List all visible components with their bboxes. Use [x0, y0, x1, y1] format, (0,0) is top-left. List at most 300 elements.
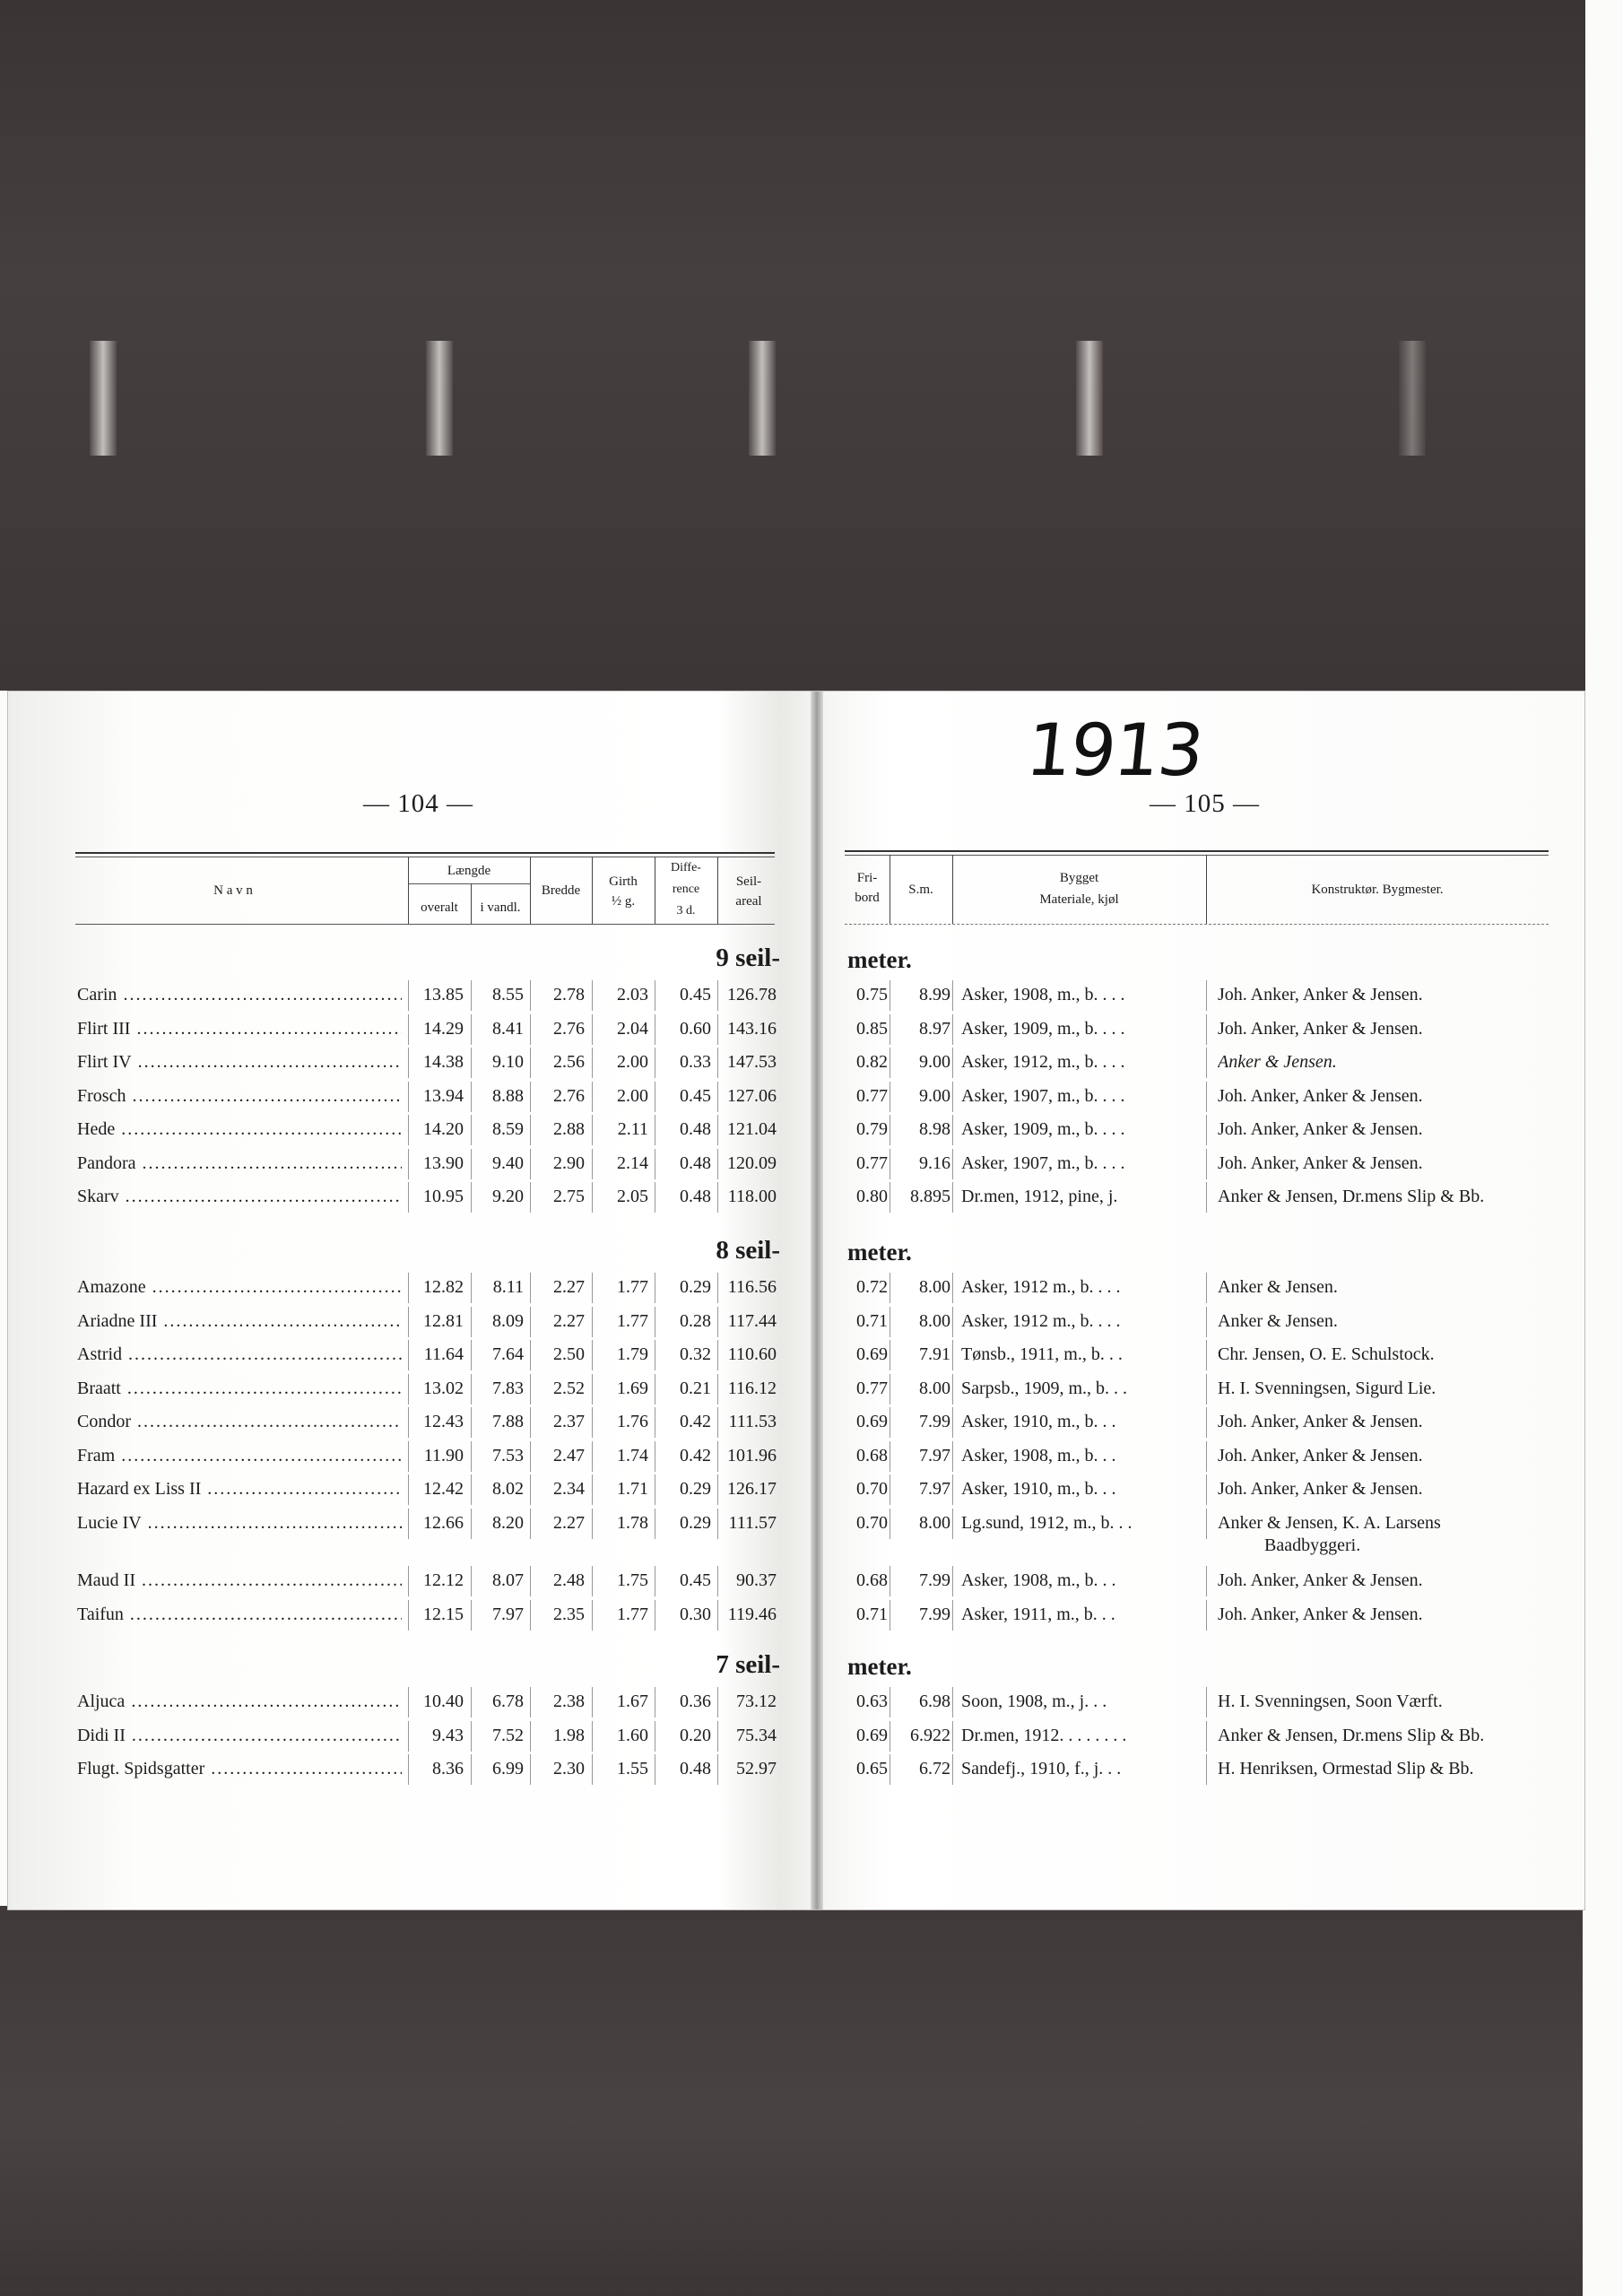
cell-vandl: 8.02	[492, 1479, 524, 1499]
cell-konstruktor: Joh. Anker, Anker & Jensen.	[1218, 1412, 1423, 1431]
cell-divider	[717, 1014, 718, 1045]
cell-divider	[592, 1340, 593, 1370]
cell-divider	[530, 1721, 531, 1752]
cell-diff: 0.36	[680, 1692, 711, 1711]
yacht-name: Taifun .....	[77, 1604, 402, 1625]
cell-bredde: 2.76	[553, 1018, 585, 1039]
cell-divider	[952, 1509, 953, 1539]
cell-divider	[530, 1273, 531, 1303]
yacht-name: Skarv .....	[77, 1186, 402, 1207]
cell-divider	[1206, 1115, 1207, 1145]
cell-divider	[530, 1566, 531, 1596]
cell-divider	[408, 1374, 409, 1405]
cell-girth: 1.79	[617, 1344, 648, 1364]
cell-overalt: 11.64	[423, 1344, 464, 1364]
cell-vandl: 8.20	[492, 1512, 524, 1533]
cell-diff: 0.42	[680, 1445, 711, 1465]
cell-divider	[1206, 1273, 1207, 1303]
cell-bygget: Asker, 1912 m., b. . . .	[961, 1277, 1121, 1297]
yacht-name: Braatt .....	[77, 1378, 402, 1399]
cell-divider	[952, 1474, 953, 1505]
cell-diff: 0.45	[680, 1570, 711, 1590]
section-label-right: meter.	[847, 946, 912, 973]
cell-sm: 9.00	[919, 1085, 950, 1106]
cell-divider	[471, 1014, 472, 1045]
cell-sm: 8.00	[919, 1512, 950, 1533]
cell-overalt: 14.20	[423, 1119, 464, 1139]
cell-areal: 75.34	[736, 1725, 777, 1745]
yacht-name: Hede .....	[77, 1118, 402, 1140]
cell-bygget: Asker, 1908, m., b. . .	[961, 1570, 1116, 1590]
cell-konstruktor: Anker & Jensen, Dr.mens Slip & Bb.	[1218, 1725, 1485, 1745]
cell-vandl: 9.10	[492, 1052, 524, 1072]
cell-vandl: 7.53	[492, 1445, 524, 1465]
header-top-rule-right-inner	[845, 855, 1549, 856]
cell-divider	[530, 1374, 531, 1405]
header-bredde: Bredde	[541, 883, 581, 898]
cell-areal: 117.44	[727, 1310, 777, 1331]
cell-divider	[1206, 1182, 1207, 1213]
cell-diff: 0.21	[680, 1378, 711, 1398]
cell-divider	[471, 1754, 472, 1785]
cell-areal: 110.60	[727, 1344, 777, 1364]
cell-areal: 111.53	[728, 1412, 777, 1431]
yacht-name: Carin .....	[77, 984, 402, 1005]
header-girth-sub: ½ g.	[611, 894, 636, 909]
cell-bygget: Asker, 1910, m., b. . .	[961, 1479, 1116, 1499]
cell-divider	[592, 1687, 593, 1718]
cell-divider	[471, 1721, 472, 1752]
cell-divider	[952, 980, 953, 1011]
cell-areal: 118.00	[727, 1187, 777, 1206]
light-streak	[1399, 341, 1426, 456]
cell-vandl: 8.09	[492, 1310, 524, 1331]
cell-fribord: 0.77	[856, 1152, 888, 1173]
cell-konstruktor: Joh. Anker, Anker & Jensen.	[1218, 1570, 1423, 1590]
cell-areal: 120.09	[727, 1152, 777, 1173]
cell-konstruktor: Joh. Anker, Anker & Jensen.	[1218, 1479, 1423, 1499]
cell-konstruktor: Anker & Jensen.	[1218, 1052, 1337, 1072]
cell-overalt: 12.42	[423, 1479, 464, 1499]
cell-konstruktor: Joh. Anker, Anker & Jensen.	[1218, 1445, 1423, 1465]
cell-girth: 2.03	[617, 985, 648, 1004]
cell-fribord: 0.71	[856, 1310, 888, 1331]
cell-divider	[408, 1149, 409, 1179]
header-laengde: Længde	[447, 864, 491, 878]
cell-sm: 9.00	[919, 1052, 950, 1072]
cell-bygget: Asker, 1912, m., b. . . .	[961, 1052, 1125, 1072]
cell-konstruktor: Anker & Jensen.	[1218, 1277, 1338, 1297]
cell-fribord: 0.72	[856, 1277, 888, 1297]
cell-divider	[717, 1307, 718, 1337]
cell-areal: 121.04	[727, 1119, 777, 1139]
col-divider	[952, 855, 953, 924]
cell-areal: 126.17	[727, 1479, 777, 1499]
cell-divider	[592, 1407, 593, 1438]
cell-girth: 1.71	[617, 1479, 648, 1499]
cell-vandl: 9.20	[492, 1187, 524, 1206]
cell-vandl: 8.59	[492, 1119, 524, 1139]
cell-divider	[592, 980, 593, 1011]
cell-girth: 2.14	[617, 1152, 648, 1173]
cell-divider	[471, 1115, 472, 1145]
header-girth: Girth	[609, 874, 638, 889]
cell-divider	[408, 1048, 409, 1078]
cell-divider	[471, 1474, 472, 1505]
yacht-name: Flirt III .....	[77, 1018, 402, 1039]
cell-divider	[530, 1600, 531, 1631]
cell-areal: 126.78	[727, 985, 777, 1004]
cell-divider	[717, 1374, 718, 1405]
cell-vandl: 8.07	[492, 1570, 524, 1590]
cell-divider	[592, 1754, 593, 1785]
col-divider	[717, 857, 718, 924]
cell-bredde: 2.35	[553, 1604, 585, 1624]
cell-sm: 7.99	[919, 1604, 950, 1624]
cell-divider	[1206, 1082, 1207, 1112]
left-page-number: — 104 —	[363, 789, 473, 818]
cell-divider	[530, 1407, 531, 1438]
cell-diff: 0.20	[680, 1725, 711, 1745]
cell-divider	[592, 1115, 593, 1145]
cell-konstruktor: H. I. Svenningsen, Sigurd Lie.	[1218, 1378, 1436, 1398]
cell-girth: 1.77	[617, 1310, 648, 1331]
cell-divider	[592, 1048, 593, 1078]
cell-divider	[952, 1340, 953, 1370]
cell-divider	[592, 1182, 593, 1213]
cell-divider	[408, 1474, 409, 1505]
cell-bygget: Asker, 1908, m., b. . .	[961, 1445, 1116, 1465]
cell-bygget: Lg.sund, 1912, m., b. . .	[961, 1512, 1133, 1533]
cell-girth: 2.00	[617, 1052, 648, 1072]
cell-divider	[530, 1441, 531, 1472]
cell-divider	[717, 1149, 718, 1179]
cell-sm: 8.99	[919, 985, 950, 1004]
cell-diff: 0.48	[680, 1759, 711, 1779]
cell-areal: 90.37	[736, 1570, 777, 1590]
cell-divider	[530, 1048, 531, 1078]
cell-divider	[952, 1687, 953, 1718]
cell-divider	[952, 1273, 953, 1303]
cell-overalt: 11.90	[423, 1445, 464, 1465]
cell-divider	[1206, 1374, 1207, 1405]
cell-bredde: 2.75	[553, 1187, 585, 1206]
cell-bygget: Dr.men, 1912, pine, j.	[961, 1187, 1118, 1206]
cell-divider	[530, 1082, 531, 1112]
cell-sm: 6.98	[919, 1692, 950, 1711]
cell-divider	[530, 1149, 531, 1179]
cell-vandl: 7.83	[492, 1378, 524, 1398]
cell-divider	[408, 1600, 409, 1631]
cell-divider	[530, 1014, 531, 1045]
cell-bygget: Asker, 1909, m., b. . . .	[961, 1018, 1125, 1039]
cell-girth: 1.55	[617, 1759, 648, 1779]
cell-divider	[408, 1014, 409, 1045]
cell-divider	[471, 1340, 472, 1370]
header-fribord-2: bord	[855, 891, 880, 905]
light-streak	[1076, 341, 1103, 456]
cell-divider	[408, 1441, 409, 1472]
cell-fribord: 0.70	[856, 1479, 888, 1499]
cell-overalt: 13.85	[423, 985, 464, 1004]
cell-divider	[952, 1048, 953, 1078]
cell-sm: 8.895	[910, 1187, 950, 1206]
cell-divider	[471, 1407, 472, 1438]
cell-divider	[717, 1721, 718, 1752]
yacht-name: Flugt. Spidsgatter .....	[77, 1758, 402, 1779]
cell-overalt: 13.02	[423, 1378, 464, 1398]
cell-sm: 7.97	[919, 1445, 950, 1465]
cell-sm: 8.00	[919, 1277, 950, 1297]
yacht-name: Amazone .....	[77, 1276, 402, 1298]
light-streak	[426, 341, 453, 456]
cell-girth: 2.00	[617, 1085, 648, 1106]
header-areal: areal	[735, 894, 762, 909]
cell-konstruktor: Chr. Jensen, O. E. Schulstock.	[1218, 1344, 1435, 1364]
cell-divider	[530, 1307, 531, 1337]
cell-divider	[592, 1273, 593, 1303]
cell-divider	[717, 1687, 718, 1718]
cell-divider	[592, 1149, 593, 1179]
cell-sm: 6.72	[919, 1759, 950, 1779]
light-streak	[749, 341, 776, 456]
cell-divider	[471, 1307, 472, 1337]
cell-bygget: Asker, 1908, m., b. . . .	[961, 985, 1125, 1004]
cell-divider	[717, 980, 718, 1011]
cell-divider	[717, 1340, 718, 1370]
cell-overalt: 10.40	[423, 1692, 464, 1711]
cell-divider	[471, 1566, 472, 1596]
cell-divider	[408, 1307, 409, 1337]
header-konstruktor: Konstruktør. Bygmester.	[1311, 883, 1444, 897]
cell-divider	[717, 1082, 718, 1112]
cell-girth: 1.75	[617, 1570, 648, 1590]
cell-overalt: 14.29	[423, 1018, 464, 1039]
cell-divider	[408, 1340, 409, 1370]
cell-divider	[530, 1115, 531, 1145]
cell-divider	[1206, 1509, 1207, 1539]
cell-divider	[471, 1509, 472, 1539]
cell-divider	[408, 980, 409, 1011]
cell-diff: 0.48	[680, 1152, 711, 1173]
yacht-name: Astrid .....	[77, 1344, 402, 1365]
cell-divider	[717, 1474, 718, 1505]
cell-sm: 9.16	[919, 1152, 950, 1173]
yacht-name: Condor .....	[77, 1411, 402, 1432]
book-gutter	[811, 691, 823, 1909]
cell-divider	[1206, 1687, 1207, 1718]
cell-diff: 0.60	[680, 1018, 711, 1039]
cell-bygget: Asker, 1907, m., b. . . .	[961, 1152, 1125, 1173]
cell-divider	[952, 1014, 953, 1045]
cell-diff: 0.45	[680, 1085, 711, 1106]
cell-vandl: 8.55	[492, 985, 524, 1004]
cell-bredde: 2.27	[553, 1512, 585, 1533]
cell-sm: 8.98	[919, 1119, 950, 1139]
cell-areal: 143.16	[727, 1018, 777, 1039]
cell-divider	[408, 1407, 409, 1438]
cell-girth: 1.60	[617, 1725, 648, 1745]
cell-diff: 0.29	[680, 1277, 711, 1297]
cell-fribord: 0.82	[856, 1052, 888, 1072]
cell-vandl: 6.78	[492, 1692, 524, 1711]
yacht-name: Lucie IV .....	[77, 1512, 402, 1534]
cell-konstruktor: H. I. Svenningsen, Soon Værft.	[1218, 1692, 1443, 1711]
cell-girth: 1.76	[617, 1412, 648, 1431]
cell-sm: 8.00	[919, 1310, 950, 1331]
yacht-name: Maud II .....	[77, 1570, 402, 1591]
cell-vandl: 7.52	[492, 1725, 524, 1745]
cell-girth: 1.78	[617, 1512, 648, 1533]
cell-divider	[952, 1115, 953, 1145]
cell-sm: 7.97	[919, 1479, 950, 1499]
light-streak	[90, 341, 117, 456]
header-sm: S.m.	[908, 883, 933, 897]
cell-bredde: 2.50	[553, 1344, 585, 1364]
cell-diff: 0.29	[680, 1479, 711, 1499]
cell-vandl: 8.88	[492, 1085, 524, 1106]
cell-konstruktor: Joh. Anker, Anker & Jensen.	[1218, 1604, 1423, 1624]
cell-fribord: 0.77	[856, 1378, 888, 1398]
cell-divider	[471, 1273, 472, 1303]
header-top-rule-right	[845, 850, 1549, 852]
cell-divider	[1206, 980, 1207, 1011]
cell-divider	[952, 1566, 953, 1596]
cell-divider	[717, 1273, 718, 1303]
cell-konstruktor-cont: Baadbyggeri.	[1264, 1535, 1361, 1555]
cell-overalt: 12.12	[423, 1570, 464, 1590]
cell-divider	[408, 1687, 409, 1718]
cell-divider	[592, 1082, 593, 1112]
cell-bredde: 2.52	[553, 1378, 585, 1398]
cell-girth: 2.11	[617, 1119, 648, 1139]
cell-bygget: Asker, 1912 m., b. . . .	[961, 1310, 1121, 1331]
cell-divider	[952, 1149, 953, 1179]
cell-vandl: 7.88	[492, 1412, 524, 1431]
cell-vandl: 7.97	[492, 1604, 524, 1624]
cell-divider	[952, 1721, 953, 1752]
cell-diff: 0.28	[680, 1310, 711, 1331]
cell-areal: 111.57	[728, 1512, 777, 1533]
cell-diff: 0.48	[680, 1187, 711, 1206]
yacht-name: Frosch .....	[77, 1085, 402, 1107]
cell-fribord: 0.79	[856, 1119, 888, 1139]
cell-divider	[471, 1149, 472, 1179]
cell-divider	[471, 980, 472, 1011]
cell-sm: 8.97	[919, 1018, 950, 1039]
cell-divider	[1206, 1754, 1207, 1785]
cell-divider	[592, 1721, 593, 1752]
cell-divider	[952, 1441, 953, 1472]
cell-fribord: 0.71	[856, 1604, 888, 1624]
cell-konstruktor: Joh. Anker, Anker & Jensen.	[1218, 1018, 1423, 1039]
header-materiale: Materiale, kjøl	[1039, 892, 1119, 907]
cell-diff: 0.45	[680, 985, 711, 1004]
cell-divider	[717, 1407, 718, 1438]
cell-bygget: Asker, 1907, m., b. . . .	[961, 1085, 1125, 1106]
header-seil: Seil-	[735, 874, 762, 889]
cell-vandl: 6.99	[492, 1759, 524, 1779]
cell-divider	[530, 1340, 531, 1370]
cell-bredde: 2.56	[553, 1052, 585, 1072]
cell-divider	[1206, 1014, 1207, 1045]
cell-divider	[592, 1509, 593, 1539]
header-top-rule	[75, 852, 775, 854]
cell-divider	[717, 1115, 718, 1145]
cell-diff: 0.30	[680, 1604, 711, 1624]
cell-konstruktor: Anker & Jensen, K. A. Larsens	[1218, 1512, 1441, 1533]
cell-bygget: Asker, 1909, m., b. . . .	[961, 1119, 1125, 1139]
cell-girth: 2.04	[617, 1018, 648, 1039]
cell-konstruktor: Anker & Jensen, Dr.mens Slip & Bb.	[1218, 1187, 1485, 1206]
cell-divider	[530, 1182, 531, 1213]
cell-divider	[1206, 1441, 1207, 1472]
cell-areal: 73.12	[736, 1692, 777, 1711]
cell-konstruktor: Joh. Anker, Anker & Jensen.	[1218, 1085, 1423, 1106]
cell-fribord: 0.69	[856, 1725, 888, 1745]
header-difference: Diffe-	[671, 861, 701, 874]
cell-areal: 127.06	[727, 1085, 777, 1106]
section-label-left: 9 seil-	[716, 944, 780, 972]
header-difference-2: rence	[672, 883, 700, 896]
cell-divider	[408, 1182, 409, 1213]
cell-bygget: Soon, 1908, m., j. . .	[961, 1692, 1107, 1711]
cell-sm: 7.99	[919, 1570, 950, 1590]
cell-divider	[717, 1600, 718, 1631]
yacht-name: Fram .....	[77, 1445, 402, 1466]
cell-diff: 0.48	[680, 1119, 711, 1139]
cell-sm: 7.99	[919, 1412, 950, 1431]
cell-konstruktor: Joh. Anker, Anker & Jensen.	[1218, 1152, 1423, 1173]
cell-areal: 116.12	[727, 1378, 777, 1398]
yacht-name: Hazard ex Liss II .....	[77, 1478, 402, 1500]
cell-divider	[530, 1509, 531, 1539]
cell-bredde: 2.90	[553, 1152, 585, 1173]
cell-bredde: 2.76	[553, 1085, 585, 1106]
cell-overalt: 12.66	[423, 1512, 464, 1533]
cell-divider	[1206, 1474, 1207, 1505]
cell-divider	[592, 1441, 593, 1472]
cell-fribord: 0.68	[856, 1445, 888, 1465]
cell-vandl: 7.64	[492, 1344, 524, 1364]
yacht-name: Flirt IV .....	[77, 1051, 402, 1073]
header-bottom-rule-right	[845, 924, 1549, 925]
cell-divider	[408, 1754, 409, 1785]
cell-divider	[471, 1374, 472, 1405]
cell-divider	[1206, 1048, 1207, 1078]
cell-konstruktor: H. Henriksen, Ormestad Slip & Bb.	[1218, 1759, 1474, 1779]
header-bygget: Bygget	[1059, 871, 1099, 885]
cell-overalt: 12.15	[423, 1604, 464, 1624]
col-divider	[592, 857, 593, 924]
cell-divider	[1206, 1721, 1207, 1752]
cell-divider	[717, 1182, 718, 1213]
cell-bredde: 2.88	[553, 1119, 585, 1139]
cell-bygget: Asker, 1910, m., b. . .	[961, 1412, 1116, 1431]
cell-konstruktor: Anker & Jensen.	[1218, 1310, 1338, 1331]
header-i-vandl: i vandl.	[480, 900, 521, 915]
yacht-name: Pandora .....	[77, 1152, 402, 1174]
cell-vandl: 8.41	[492, 1018, 524, 1039]
handwritten-year: 1913	[1022, 709, 1207, 792]
cell-areal: 116.56	[727, 1277, 777, 1297]
cell-diff: 0.42	[680, 1412, 711, 1431]
cell-divider	[471, 1687, 472, 1718]
cell-divider	[1206, 1566, 1207, 1596]
cell-bygget: Asker, 1911, m., b. . .	[961, 1604, 1115, 1624]
cell-overalt: 10.95	[423, 1187, 464, 1206]
cell-sm: 7.91	[919, 1344, 950, 1364]
